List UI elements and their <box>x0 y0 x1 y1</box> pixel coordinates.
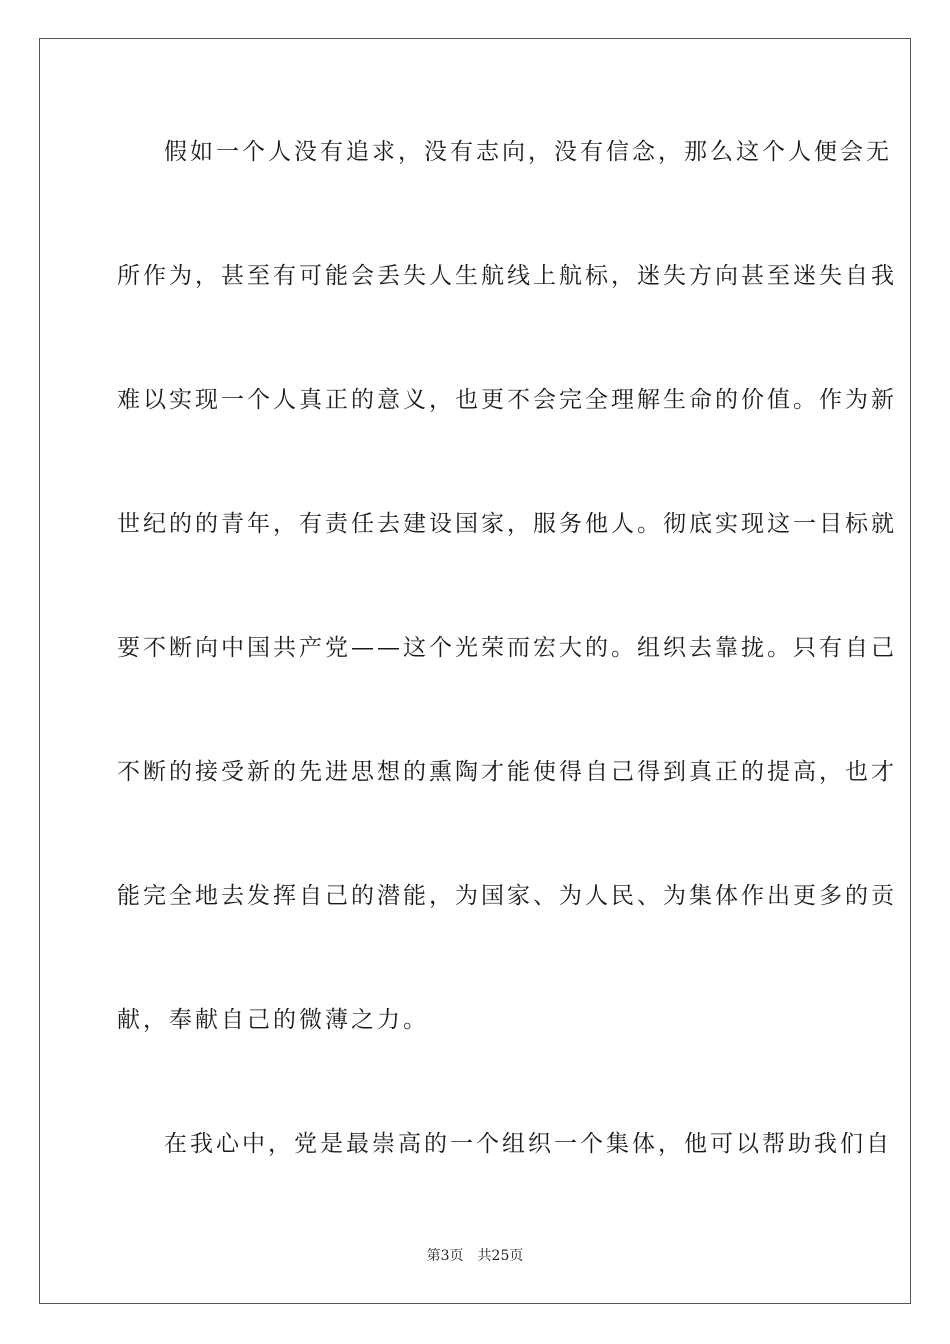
page-footer <box>0 1245 950 1265</box>
text-line: 献，奉献自己的微薄之力。 <box>117 1007 429 1033</box>
page-total: 共25页 <box>477 1248 524 1264</box>
text-line: 所作为，甚至有可能会丢失人生航线上航标，迷失方向甚至迷失自我 <box>117 263 897 289</box>
text-line: 不断的接受新的先进思想的熏陶才能使得自己得到真正的提高，也才 <box>117 759 897 785</box>
text-line: 在我心中，党是最崇高的一个组织一个集体，他可以帮助我们自 <box>164 1131 892 1157</box>
text-line: 要不断向中国共产党——这个光荣而宏大的。组织去靠拢。只有自己 <box>117 635 897 661</box>
text-line: 世纪的的青年，有责任去建设国家，服务他人。彻底实现这一目标就 <box>117 511 897 537</box>
text-line: 难以实现一个人真正的意义，也更不会完全理解生命的价值。作为新 <box>117 387 897 413</box>
page-number: 第3页 <box>426 1248 464 1264</box>
text-line: 假如一个人没有追求，没有志向，没有信念，那么这个人便会无 <box>164 139 892 165</box>
text-line: 能完全地去发挥自己的潜能，为国家、为人民、为集体作出更多的贡 <box>117 883 897 909</box>
document-body <box>117 128 897 1244</box>
